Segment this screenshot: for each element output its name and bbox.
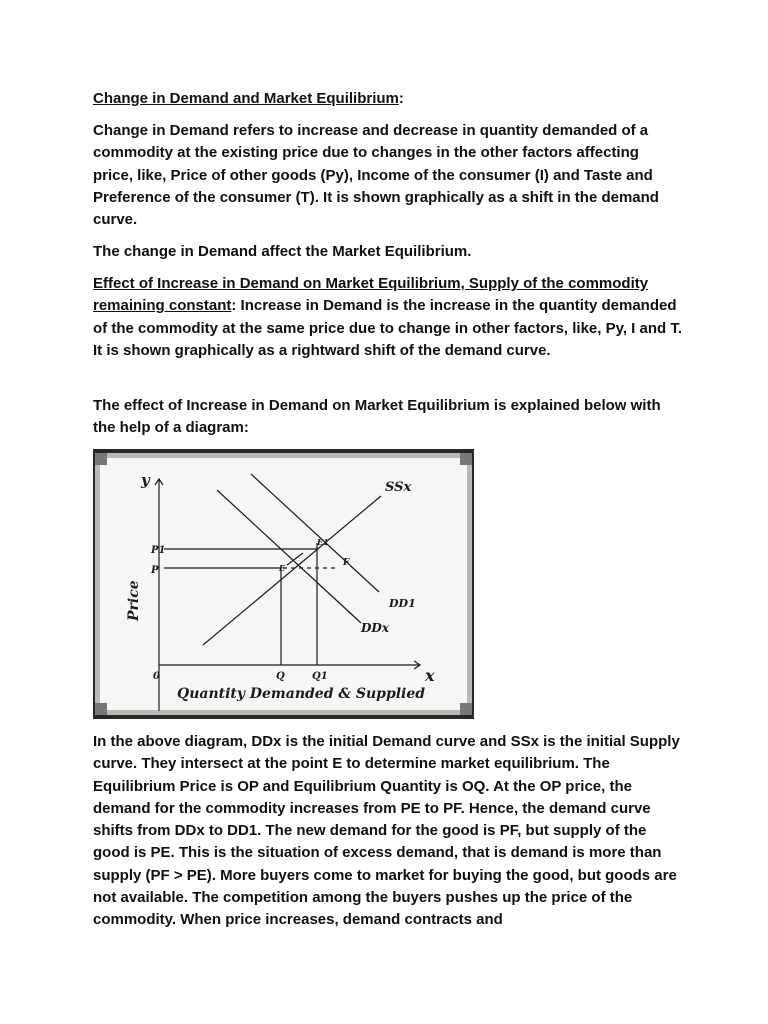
- definition-paragraph: Change in Demand refers to increase and decrease in quantity demanded of a commodity at the existing price due to changes in the other factors affecting price, like, Price of other goods (Py), Income of the consumer (I) and Taste and Preference of the consumer (T). It is shown graphically as a shift in the demand curve.: [93, 122, 659, 229]
- whiteboard-diagram: [93, 449, 474, 719]
- qty-q1-label: Q1: [312, 671, 328, 682]
- heading-title: Change in Demand and Market Equilibrium: [93, 90, 399, 107]
- y-axis-title: Price: [126, 580, 142, 621]
- heading-suffix: :: [398, 90, 404, 107]
- diagram-intro-paragraph: The effect of Increase in Demand on Market Equilibrium is explained below with the help of a diagram:: [93, 397, 661, 437]
- board-corner-br: [460, 703, 472, 715]
- point-e1-label: E1: [317, 537, 329, 547]
- x-axis-label: x: [425, 666, 435, 685]
- point-e-label: E: [279, 563, 286, 573]
- board-corner-tl: [95, 453, 107, 465]
- board-corner-bl: [95, 703, 107, 715]
- increase-heading-suffix: :: [231, 297, 237, 315]
- point-f-label: F: [343, 558, 350, 568]
- increase-body: Increase in Demand is the increase in the quantity demanded of the commodity at the same price due to change in other factors, like, Py, I and T. It is shown graphically as a rightward shift of the demand curve.: [93, 297, 683, 359]
- increase-heading: Effect of Increase in Demand on Market Equilibrium, Supply of the commodity remaining constant: [93, 275, 649, 315]
- supply-label: SSx: [385, 480, 412, 495]
- origin-label: 0: [153, 671, 160, 682]
- effect-intro-paragraph: The change in Demand affect the Market Equilibrium.: [93, 243, 472, 260]
- price-p-label: P: [151, 565, 159, 576]
- price-p1-label: P1: [151, 545, 166, 556]
- y-axis-label: y: [141, 471, 150, 489]
- increase-paragraph: [93, 273, 683, 362]
- x-axis-title: Quantity Demanded & Supplied: [177, 686, 426, 702]
- diagram-svg: [93, 449, 474, 719]
- section-heading: [93, 88, 683, 110]
- explanation-paragraph: In the above diagram, DDx is the initial Demand curve and SSx is the initial Supply curve. They intersect at the point E to determine market equilibrium. The Equilibrium Price is OP and Equilibrium Quantity is OQ. At the OP price, the demand for the commodity increases from PE to PF. Hence, the demand curve shifts from DDx to DD1. The new demand for the good is PF, but supply of the good is PE. This is the situation of excess demand, that is demand is more than supply (PF > PE). More buyers come to market for buying the good, but goods are not available. The competition among the buyers pushes up the price of the commodity. When price increases, demand contracts and: [93, 733, 680, 929]
- qty-q-label: Q: [276, 671, 285, 682]
- demand-initial-label: DDx: [361, 621, 389, 635]
- board-corner-tr: [460, 453, 472, 465]
- demand-new-label: DD1: [389, 597, 416, 610]
